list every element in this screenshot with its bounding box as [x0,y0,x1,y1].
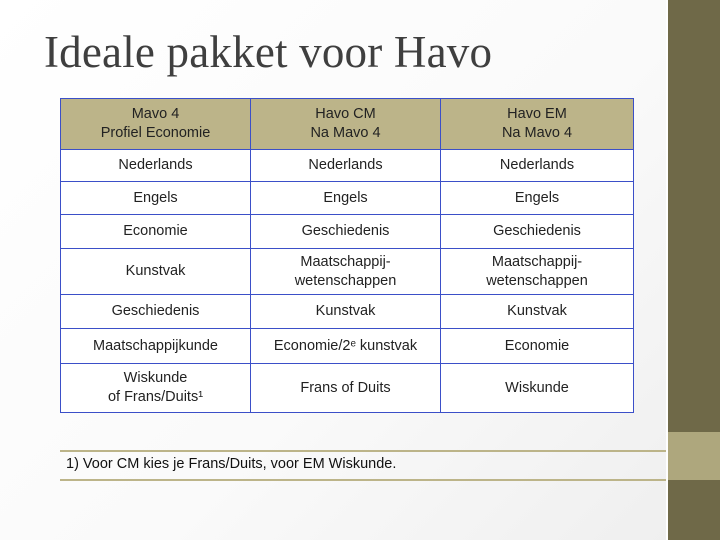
table-row [61,215,634,249]
table-cell: Maatschappijkunde [61,329,251,364]
table-cell: Nederlands [61,150,251,182]
table-cell: Kunstvak [251,295,441,329]
footnote-top-rule [60,450,666,452]
side-bar-divider [666,0,668,540]
table-cell: Geschiedenis [441,215,634,249]
footnote-bottom-rule [60,479,666,481]
header-cell: Mavo 4 Profiel Economie [61,99,251,150]
table-row [61,364,634,413]
table-cell: Nederlands [251,150,441,182]
table-header-row [61,99,634,150]
table-row [61,150,634,182]
header-cell: Havo EM Na Mavo 4 [441,99,634,150]
slide-title: Ideale pakket voor Havo [44,27,493,77]
table-row [61,182,634,215]
table-cell: Nederlands [441,150,634,182]
table-cell: Economie [441,329,634,364]
table-row [61,295,634,329]
table-cell: Maatschappij- wetenschappen [441,249,634,295]
table-cell: Engels [251,182,441,215]
table-cell: Kunstvak [61,249,251,295]
table-cell: Kunstvak [441,295,634,329]
table-cell: Wiskunde [441,364,634,413]
side-bar-accent [666,432,720,480]
table-cell: Economie/2ᵉ kunstvak [251,329,441,364]
table-cell: Frans of Duits [251,364,441,413]
table-cell: Economie [61,215,251,249]
table-cell: Geschiedenis [61,295,251,329]
table-row [61,329,634,364]
table-cell: Engels [61,182,251,215]
table-cell: Wiskunde of Frans/Duits¹ [61,364,251,413]
table-row [61,249,634,295]
table-cell: Maatschappij- wetenschappen [251,249,441,295]
table-cell: Engels [441,182,634,215]
table-cell: Geschiedenis [251,215,441,249]
subjects-table [60,98,634,413]
header-cell: Havo CM Na Mavo 4 [251,99,441,150]
footnote: 1) Voor CM kies je Frans/Duits, voor EM Wiskunde. [66,456,397,472]
